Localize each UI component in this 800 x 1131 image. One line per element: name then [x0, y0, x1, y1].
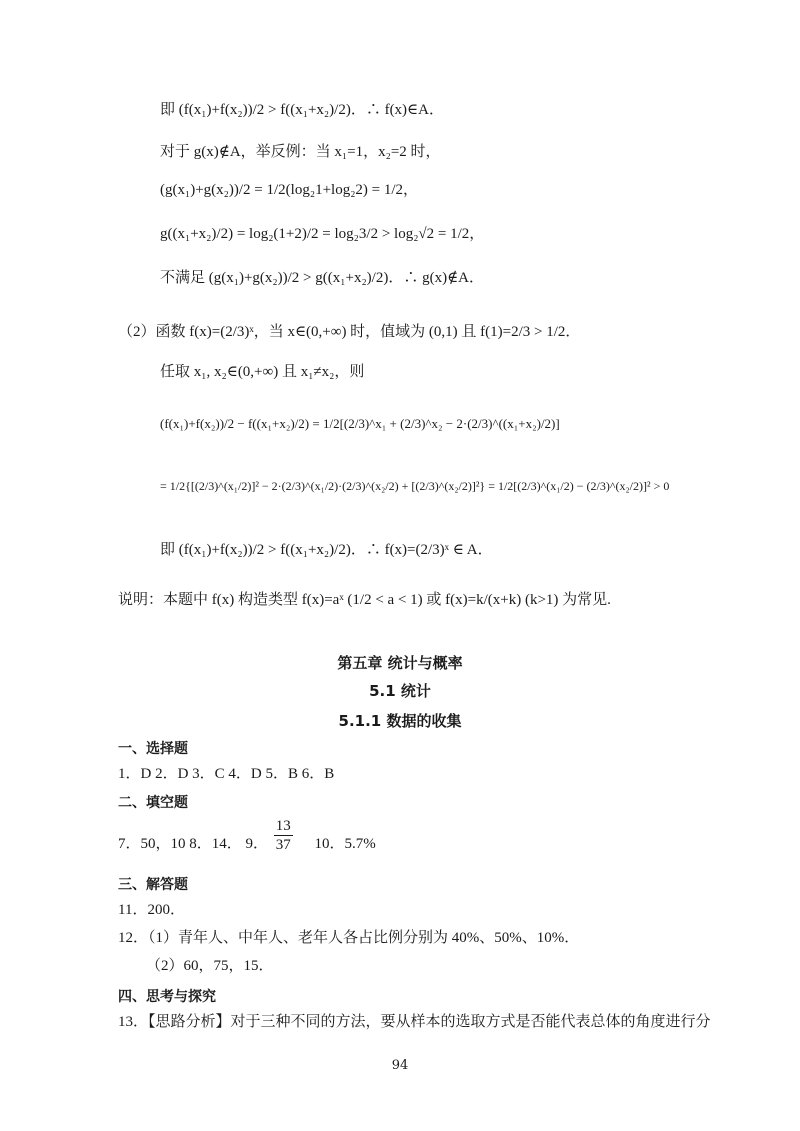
proof-line-10: 即 (f(x₁)+f(x₂))/2 > f((x₁+x₂)/2)．∴ f(x)=(2/3)ˣ ∈ A．: [160, 542, 493, 558]
answer-12-part2: （2）60，75，15．: [146, 958, 274, 974]
section-heading-solve: 三、解答题: [118, 877, 188, 893]
proof-line-1: 即 (f(x₁)+f(x₂))/2 > f((x₁+x₂)/2)．∴ f(x)∈A．: [160, 102, 444, 118]
answers-fill-tail: 10．5.7%: [314, 836, 376, 852]
proof-line-7: 任取 x₁, x₂∈(0,+∞) 且 x₁≠x₂，则: [160, 364, 365, 380]
fraction-numerator: 13: [275, 818, 291, 835]
subsection-title: 5.1.1 数据的收集: [338, 712, 462, 730]
answer-13: 13．【思路分析】对于三种不同的方法，要从样本的选取方式是否能代表总体的角度进行分: [118, 1014, 711, 1030]
answers-fill: [118, 818, 376, 854]
answers-choice: 1．D 2．D 3．C 4．D 5．B 6．B: [118, 766, 335, 782]
proof-line-9: = 1/2{[(2/3)^(x₁/2)]² − 2·(2/3)^(x₁/2)·(2/3)^(x₂/2) + [(2/3)^(x₂/2)]²} = 1/2[(2/3)^(x₁/2) − (2/3)^(x₂/2)]² > 0: [160, 479, 670, 493]
proof-line-8: (f(x₁)+f(x₂))/2 − f((x₁+x₂)/2) = 1/2[(2/3)^x₁ + (2/3)^x₂ − 2·(2/3)^((x₁+x₂)/2)]: [160, 416, 560, 431]
chapter-title: 第五章 统计与概率: [337, 654, 463, 672]
page-number: 94: [391, 1058, 409, 1073]
fraction-13-37: [274, 817, 293, 854]
section-heading-fill: 二、填空题: [118, 795, 188, 811]
proof-line-4: g((x₁+x₂)/2) = log₂(1+2)/2 = log₂3/2 > log₂√2 = 1/2，: [160, 226, 485, 242]
answer-11: 11．200．: [118, 902, 185, 918]
answer-12-part1: 12．（1）青年人、中年人、老年人各占比例分别为 40%、50%、10%．: [118, 930, 580, 946]
proof-line-3: (g(x₁)+g(x₂))/2 = 1/2(log₂1+log₂2) = 1/2，: [160, 182, 419, 198]
note-line: 说明：本题中 f(x) 构造类型 f(x)=aˣ (1/2 < a < 1) 或 f(x)=k/(x+k) (k>1) 为常见.: [118, 592, 611, 608]
section-title: 5.1 统计: [369, 682, 431, 700]
proof-line-2: 对于 g(x)∉A，举反例：当 x₁=1，x₂=2 时，: [160, 144, 441, 160]
fraction-denominator: 37: [275, 837, 291, 854]
proof-line-6: （2）函数 f(x)=(2/3)ˣ，当 x∈(0,+∞) 时，值域为 (0,1) 且 f(1)=2/3 > 1/2．: [118, 324, 581, 340]
section-heading-choice: 一、选择题: [118, 741, 188, 757]
section-heading-explore: 四、思考与探究: [118, 989, 216, 1005]
answers-fill-text: 7．50，10 8．14． 9．: [118, 836, 269, 852]
proof-line-5: 不满足 (g(x₁)+g(x₂))/2 > g((x₁+x₂)/2)．∴ g(x)∉A．: [160, 270, 485, 286]
